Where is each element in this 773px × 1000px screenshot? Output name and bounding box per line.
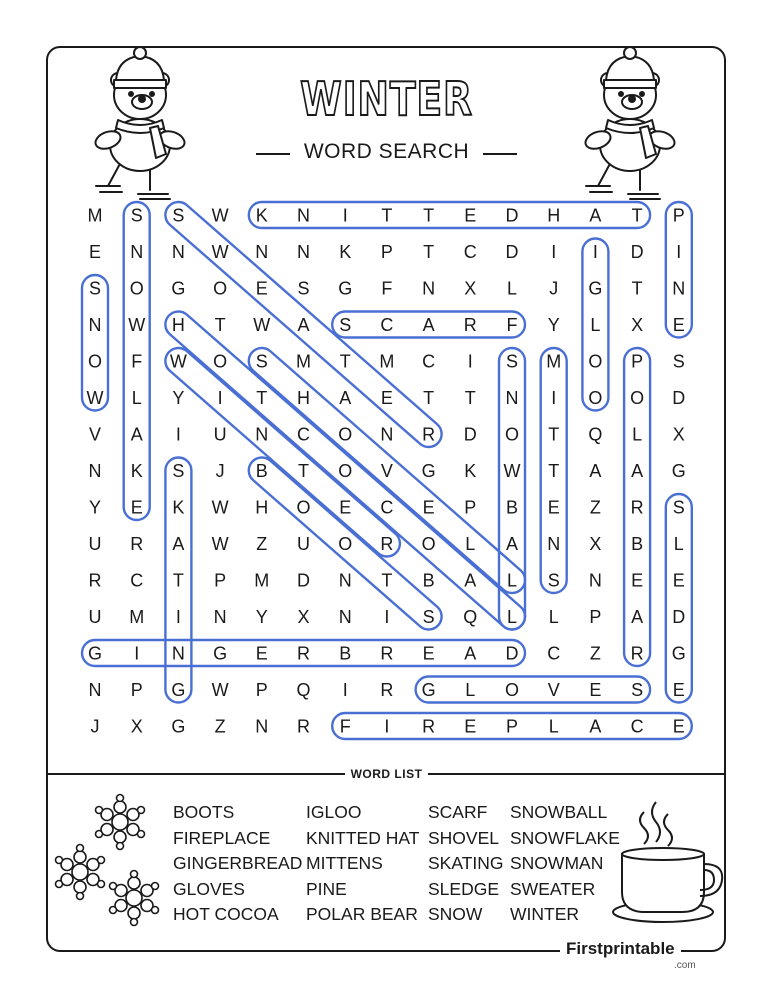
grid-letter[interactable]: O xyxy=(588,388,603,408)
grid-letter[interactable]: G xyxy=(421,461,436,481)
grid-letter[interactable]: J xyxy=(215,461,225,481)
grid-letter[interactable]: S xyxy=(130,205,143,226)
grid-letter[interactable]: Q xyxy=(463,607,478,627)
grid-letter[interactable]: F xyxy=(381,278,393,299)
grid-letter[interactable]: W xyxy=(253,315,271,335)
word-list-item: HOT COCOA xyxy=(173,904,279,924)
word-list-item: GINGERBREAD xyxy=(173,853,303,873)
grid-letter[interactable]: S xyxy=(172,461,185,481)
word-list-item: PINE xyxy=(306,878,347,899)
page-title: WINTER xyxy=(300,72,473,126)
grid-letter[interactable]: H xyxy=(255,497,269,518)
grid-letter[interactable]: C xyxy=(297,424,310,445)
word-list-item: SLEDGE xyxy=(428,878,499,899)
grid-letter[interactable]: N xyxy=(255,424,269,445)
grid-letter[interactable]: E xyxy=(339,497,352,518)
grid-letter[interactable]: I xyxy=(592,242,598,262)
grid-letter[interactable]: A xyxy=(631,461,644,481)
grid-letter[interactable]: I xyxy=(384,607,390,627)
grid-letter[interactable]: I xyxy=(342,205,348,226)
grid-letter[interactable]: M xyxy=(296,351,311,372)
subtitle: WORD SEARCH xyxy=(303,140,470,163)
word-list-column xyxy=(306,800,419,928)
grid-letter[interactable]: A xyxy=(505,534,519,554)
grid-letter[interactable]: B xyxy=(339,643,352,664)
grid-letter[interactable]: W xyxy=(211,534,229,554)
grid-letter[interactable]: S xyxy=(672,497,685,518)
grid-letter[interactable]: I xyxy=(175,607,181,627)
grid-letter[interactable]: W xyxy=(211,497,229,518)
grid-letter[interactable]: E xyxy=(464,716,477,737)
grid-letter[interactable]: I xyxy=(676,242,682,262)
grid-letter[interactable]: G xyxy=(213,643,228,664)
grid-letter[interactable]: N xyxy=(88,680,102,700)
grid-letter[interactable]: R xyxy=(130,534,144,554)
word-list-heading xyxy=(0,765,773,783)
grid-letter[interactable]: B xyxy=(505,497,519,518)
grid-letter[interactable]: Q xyxy=(588,424,603,445)
grid-letter[interactable]: H xyxy=(547,205,561,226)
grid-letter[interactable]: N xyxy=(130,242,144,262)
grid-letter[interactable]: E xyxy=(380,388,393,408)
grid-letter[interactable]: E xyxy=(672,716,685,737)
grid-letter[interactable]: I xyxy=(467,351,473,372)
word-list-item: BOOTS xyxy=(173,802,235,822)
grid-letter[interactable]: C xyxy=(463,242,477,262)
grid-letter[interactable]: R xyxy=(630,497,644,518)
grid-letter[interactable]: N xyxy=(88,315,102,335)
grid-letter[interactable]: W xyxy=(503,461,521,481)
grid-letter[interactable]: J xyxy=(90,716,100,737)
grid-letter[interactable]: O xyxy=(129,278,144,299)
grid-letter[interactable]: A xyxy=(464,643,477,664)
grid-letter[interactable]: I xyxy=(217,388,223,408)
grid-letter[interactable]: N xyxy=(213,607,227,627)
grid-letter[interactable]: W xyxy=(211,242,229,262)
word-list-item: SNOW xyxy=(428,904,483,924)
grid-letter[interactable]: E xyxy=(589,680,602,700)
grid-letter[interactable]: A xyxy=(339,388,352,408)
grid-letter[interactable]: B xyxy=(422,570,435,591)
grid-letter[interactable]: G xyxy=(171,278,186,299)
grid-letter[interactable]: O xyxy=(87,351,103,372)
grid-letter[interactable]: Z xyxy=(589,643,601,664)
grid-letter[interactable]: D xyxy=(505,643,519,664)
grid-letter[interactable]: E xyxy=(422,497,435,518)
word-list-item: WINTER xyxy=(510,904,580,924)
grid-letter[interactable]: S xyxy=(88,278,102,299)
grid-letter[interactable]: E xyxy=(631,570,644,591)
grid-letter[interactable]: N xyxy=(88,461,102,481)
grid-letter[interactable]: A xyxy=(589,716,602,737)
grid-letter[interactable]: T xyxy=(256,388,268,408)
grid-letter[interactable]: G xyxy=(671,461,686,481)
grid-letter[interactable]: E xyxy=(672,570,685,591)
grid-letter[interactable]: O xyxy=(213,278,228,299)
grid-letter[interactable]: T xyxy=(172,570,184,591)
grid-letter[interactable]: E xyxy=(672,315,685,335)
grid-letter[interactable]: S xyxy=(547,570,560,591)
grid-letter[interactable]: F xyxy=(131,351,143,372)
grid-letter[interactable]: S xyxy=(422,607,435,627)
grid-letter[interactable]: N xyxy=(297,242,310,262)
grid-letter[interactable]: D xyxy=(672,607,686,627)
grid-letter[interactable]: D xyxy=(630,242,644,262)
grid-letter[interactable]: E xyxy=(130,497,143,518)
grid-letter[interactable]: R xyxy=(422,424,436,445)
grid-letter[interactable]: L xyxy=(673,534,684,554)
grid-letter[interactable]: T xyxy=(423,388,435,408)
grid-letter[interactable]: L xyxy=(506,570,518,591)
grid-letter[interactable]: N xyxy=(338,570,352,591)
grid-letter[interactable]: L xyxy=(590,315,601,335)
grid-letter[interactable]: E xyxy=(547,497,560,518)
grid-letter[interactable]: B xyxy=(631,534,644,554)
grid-letter[interactable]: Q xyxy=(296,680,311,700)
grid-letter[interactable]: N xyxy=(171,643,185,664)
grid-letter[interactable]: M xyxy=(254,570,270,591)
grid-letter[interactable]: I xyxy=(175,424,181,445)
found-word-highlight xyxy=(666,494,692,703)
grid-letter[interactable]: A xyxy=(464,570,477,591)
grid-letter[interactable]: I xyxy=(551,388,557,408)
word-list-column xyxy=(510,800,620,928)
grid-letter[interactable]: N xyxy=(338,607,352,627)
grid-letter[interactable]: R xyxy=(463,315,477,335)
grid-letter[interactable]: R xyxy=(422,716,436,737)
grid-letter[interactable]: R xyxy=(380,680,394,700)
grid-letter[interactable]: G xyxy=(171,716,186,737)
grid-letter[interactable]: O xyxy=(504,424,520,445)
grid-letter[interactable]: L xyxy=(548,607,559,627)
grid-letter[interactable]: A xyxy=(172,534,185,554)
grid-letter[interactable]: L xyxy=(465,534,476,554)
grid-letter[interactable]: S xyxy=(631,680,644,700)
grid-letter[interactable]: O xyxy=(338,534,353,554)
grid-letter[interactable]: U xyxy=(297,534,310,554)
grid-letter[interactable]: T xyxy=(339,351,351,372)
grid-letter[interactable]: K xyxy=(172,497,185,518)
grid-letter[interactable]: P xyxy=(505,716,519,737)
grid-letter[interactable]: G xyxy=(671,643,686,664)
word-list-dash-left xyxy=(323,773,345,775)
grid-letter[interactable]: L xyxy=(548,716,559,737)
grid-letter[interactable]: A xyxy=(130,424,143,445)
brand-domain: .com xyxy=(674,960,696,971)
grid-letter[interactable]: R xyxy=(297,643,310,664)
grid-letter[interactable]: A xyxy=(297,315,310,335)
grid-letter[interactable]: G xyxy=(171,680,186,700)
grid-letter[interactable]: A xyxy=(631,607,644,627)
grid-letter[interactable]: P xyxy=(255,680,268,700)
grid-letter[interactable]: O xyxy=(421,534,436,554)
grid-letter[interactable]: U xyxy=(88,534,102,554)
grid-letter[interactable]: T xyxy=(464,388,476,408)
word-list-item: FIREPLACE xyxy=(173,827,271,848)
grid-letter[interactable]: N xyxy=(297,205,310,226)
grid-letter[interactable]: I xyxy=(384,716,390,737)
grid-letter[interactable]: T xyxy=(214,315,226,335)
grid-letter[interactable]: X xyxy=(631,315,644,335)
grid-letter[interactable]: S xyxy=(172,205,185,226)
grid-letter[interactable]: K xyxy=(339,242,352,262)
grid-letter[interactable]: N xyxy=(422,278,436,299)
grid-letter[interactable]: G xyxy=(87,643,103,664)
word-list-dash-right xyxy=(428,773,450,775)
grid-letter[interactable]: I xyxy=(551,242,557,262)
grid-letter[interactable]: R xyxy=(88,570,102,591)
grid-letter[interactable]: O xyxy=(504,680,520,700)
grid-letter[interactable]: U xyxy=(88,607,102,627)
grid-letter[interactable]: U xyxy=(213,424,227,445)
word-list-item: IGLOO xyxy=(306,802,362,822)
grid-letter[interactable]: E xyxy=(255,278,268,299)
word-list-item: SCARF xyxy=(428,802,488,822)
grid-letter[interactable]: V xyxy=(380,461,393,481)
grid-letter[interactable]: M xyxy=(87,205,103,226)
grid-letter[interactable]: F xyxy=(339,716,351,737)
word-list-item: KNITTED HAT xyxy=(306,827,420,848)
grid-letter[interactable]: L xyxy=(632,424,643,445)
grid-letter[interactable]: Y xyxy=(88,497,102,518)
grid-letter[interactable]: P xyxy=(380,242,393,262)
grid-letter[interactable]: P xyxy=(214,570,227,591)
grid-letter[interactable]: W xyxy=(211,680,229,700)
grid-letter[interactable]: H xyxy=(297,388,310,408)
grid-letter[interactable]: N xyxy=(255,716,269,737)
word-list-item: POLAR BEAR xyxy=(306,904,418,924)
grid-letter[interactable]: R xyxy=(380,643,394,664)
grid-letter[interactable]: A xyxy=(589,205,602,226)
grid-letter[interactable]: Z xyxy=(214,716,226,737)
grid-letter[interactable]: P xyxy=(130,680,143,700)
grid-letter[interactable]: O xyxy=(338,424,353,445)
grid-letter[interactable]: W xyxy=(86,388,104,408)
grid-letter[interactable]: F xyxy=(506,315,518,335)
grid-letter[interactable]: O xyxy=(338,461,353,481)
grid-letter[interactable]: Y xyxy=(172,388,185,408)
grid-letter[interactable]: P xyxy=(631,351,644,372)
word-list-item: SNOWMAN xyxy=(510,853,604,873)
grid-letter[interactable]: C xyxy=(630,716,644,737)
grid-letter[interactable]: D xyxy=(505,242,519,262)
grid-letter[interactable]: V xyxy=(547,680,560,700)
grid-letter[interactable]: X xyxy=(589,534,602,554)
grid-letter[interactable]: K xyxy=(130,461,143,481)
grid-letter[interactable]: D xyxy=(297,570,310,591)
grid-letter[interactable]: T xyxy=(381,570,393,591)
grid-letter[interactable]: C xyxy=(380,315,394,335)
grid-letter[interactable]: T xyxy=(548,461,560,481)
grid-letter[interactable]: B xyxy=(255,461,268,481)
grid-letter[interactable]: R xyxy=(297,716,310,737)
grid-letter[interactable]: X xyxy=(672,424,685,445)
grid-letter[interactable]: R xyxy=(630,643,644,664)
grid-letter[interactable]: N xyxy=(505,388,519,408)
found-word-highlight xyxy=(160,343,405,562)
grid-letter[interactable]: I xyxy=(342,680,348,700)
grid-letter[interactable]: Z xyxy=(256,534,268,554)
grid-letter[interactable]: C xyxy=(130,570,144,591)
grid-letter[interactable]: O xyxy=(630,388,645,408)
word-list-column xyxy=(428,800,504,928)
grid-letter[interactable]: N xyxy=(171,242,185,262)
grid-letter[interactable]: T xyxy=(423,205,435,226)
word-list-item: SHOVEL xyxy=(428,827,499,848)
grid-letter[interactable]: O xyxy=(213,351,228,372)
grid-letter[interactable]: O xyxy=(296,497,311,518)
grid-letter[interactable]: J xyxy=(549,278,559,299)
word-list-title: WORD LIST xyxy=(345,767,429,781)
grid-letter[interactable]: D xyxy=(463,424,477,445)
grid-letter[interactable]: S xyxy=(339,315,352,335)
grid-letter[interactable]: L xyxy=(465,680,476,700)
grid-letter[interactable]: L xyxy=(506,607,518,627)
grid-letter[interactable]: P xyxy=(589,607,602,627)
grid-letter[interactable]: D xyxy=(505,205,519,226)
grid-letter[interactable]: S xyxy=(255,351,268,372)
grid-letter[interactable]: E xyxy=(464,205,477,226)
grid-letter[interactable]: S xyxy=(505,351,519,372)
grid-letter[interactable]: C xyxy=(422,351,436,372)
grid-letter[interactable]: P xyxy=(464,497,477,518)
grid-letter[interactable]: T xyxy=(631,278,643,299)
grid-letter[interactable]: O xyxy=(588,351,603,372)
word-list-item: GLOVES xyxy=(173,878,245,899)
grid-letter[interactable]: T xyxy=(423,242,435,262)
grid-letter[interactable]: N xyxy=(588,570,602,591)
grid-letter[interactable]: S xyxy=(672,351,685,372)
grid-letter[interactable]: K xyxy=(464,461,477,481)
grid-letter[interactable]: N xyxy=(380,424,394,445)
grid-letter[interactable]: I xyxy=(134,643,140,664)
grid-letter[interactable]: G xyxy=(588,278,603,299)
grid-letter[interactable]: G xyxy=(338,278,353,299)
grid-letter[interactable]: G xyxy=(421,680,436,700)
grid-letter[interactable]: X xyxy=(464,278,477,299)
grid-letter[interactable]: N xyxy=(547,534,561,554)
grid-letter[interactable]: Z xyxy=(589,497,601,518)
grid-letter[interactable]: A xyxy=(422,315,435,335)
grid-letter[interactable]: R xyxy=(380,534,394,554)
grid-letter[interactable]: C xyxy=(547,643,561,664)
word-list-item: SKATING xyxy=(428,853,504,873)
grid-letter[interactable]: K xyxy=(255,205,268,226)
word-list-item: SNOWFLAKE xyxy=(510,827,620,848)
grid-letter[interactable]: P xyxy=(672,205,685,226)
grid-letter[interactable]: D xyxy=(672,388,686,408)
grid-letter[interactable]: L xyxy=(131,388,142,408)
grid-letter[interactable]: T xyxy=(298,461,309,481)
grid-letter[interactable]: S xyxy=(297,278,310,299)
grid-letter[interactable]: N xyxy=(672,278,686,299)
grid-letter[interactable]: X xyxy=(130,716,143,737)
brand-logo-text: Firstprintable xyxy=(560,939,681,959)
grid-letter[interactable]: V xyxy=(88,424,102,445)
grid-letter[interactable]: W xyxy=(211,205,229,226)
grid-letter[interactable]: X xyxy=(297,607,310,627)
grid-letter[interactable]: W xyxy=(169,351,187,372)
grid-letter[interactable]: E xyxy=(422,643,435,664)
grid-letter[interactable]: C xyxy=(380,497,394,518)
grid-letter[interactable]: M xyxy=(129,607,145,627)
grid-letter[interactable]: T xyxy=(381,205,393,226)
grid-letter[interactable]: T xyxy=(631,205,643,226)
grid-letter[interactable]: W xyxy=(128,315,146,335)
grid-letter[interactable]: E xyxy=(672,680,685,700)
word-list-column xyxy=(173,800,302,928)
grid-letter[interactable]: Y xyxy=(255,607,268,627)
grid-letter[interactable]: N xyxy=(255,242,269,262)
grid-letter[interactable]: L xyxy=(506,278,518,299)
grid-letter[interactable]: M xyxy=(546,351,562,372)
grid-letter[interactable]: E xyxy=(88,242,102,262)
word-list-item: SWEATER xyxy=(510,878,596,899)
found-word-highlight xyxy=(416,677,650,703)
word-list-item: MITTENS xyxy=(306,853,383,873)
grid-letter[interactable]: E xyxy=(255,643,268,664)
grid-letter[interactable]: H xyxy=(171,315,185,335)
grid-letter[interactable]: A xyxy=(589,461,602,481)
grid-letter[interactable]: M xyxy=(379,351,395,372)
word-list-item: SNOWBALL xyxy=(510,802,608,822)
grid-letter[interactable]: T xyxy=(548,424,560,445)
grid-letter[interactable]: Y xyxy=(547,315,560,335)
